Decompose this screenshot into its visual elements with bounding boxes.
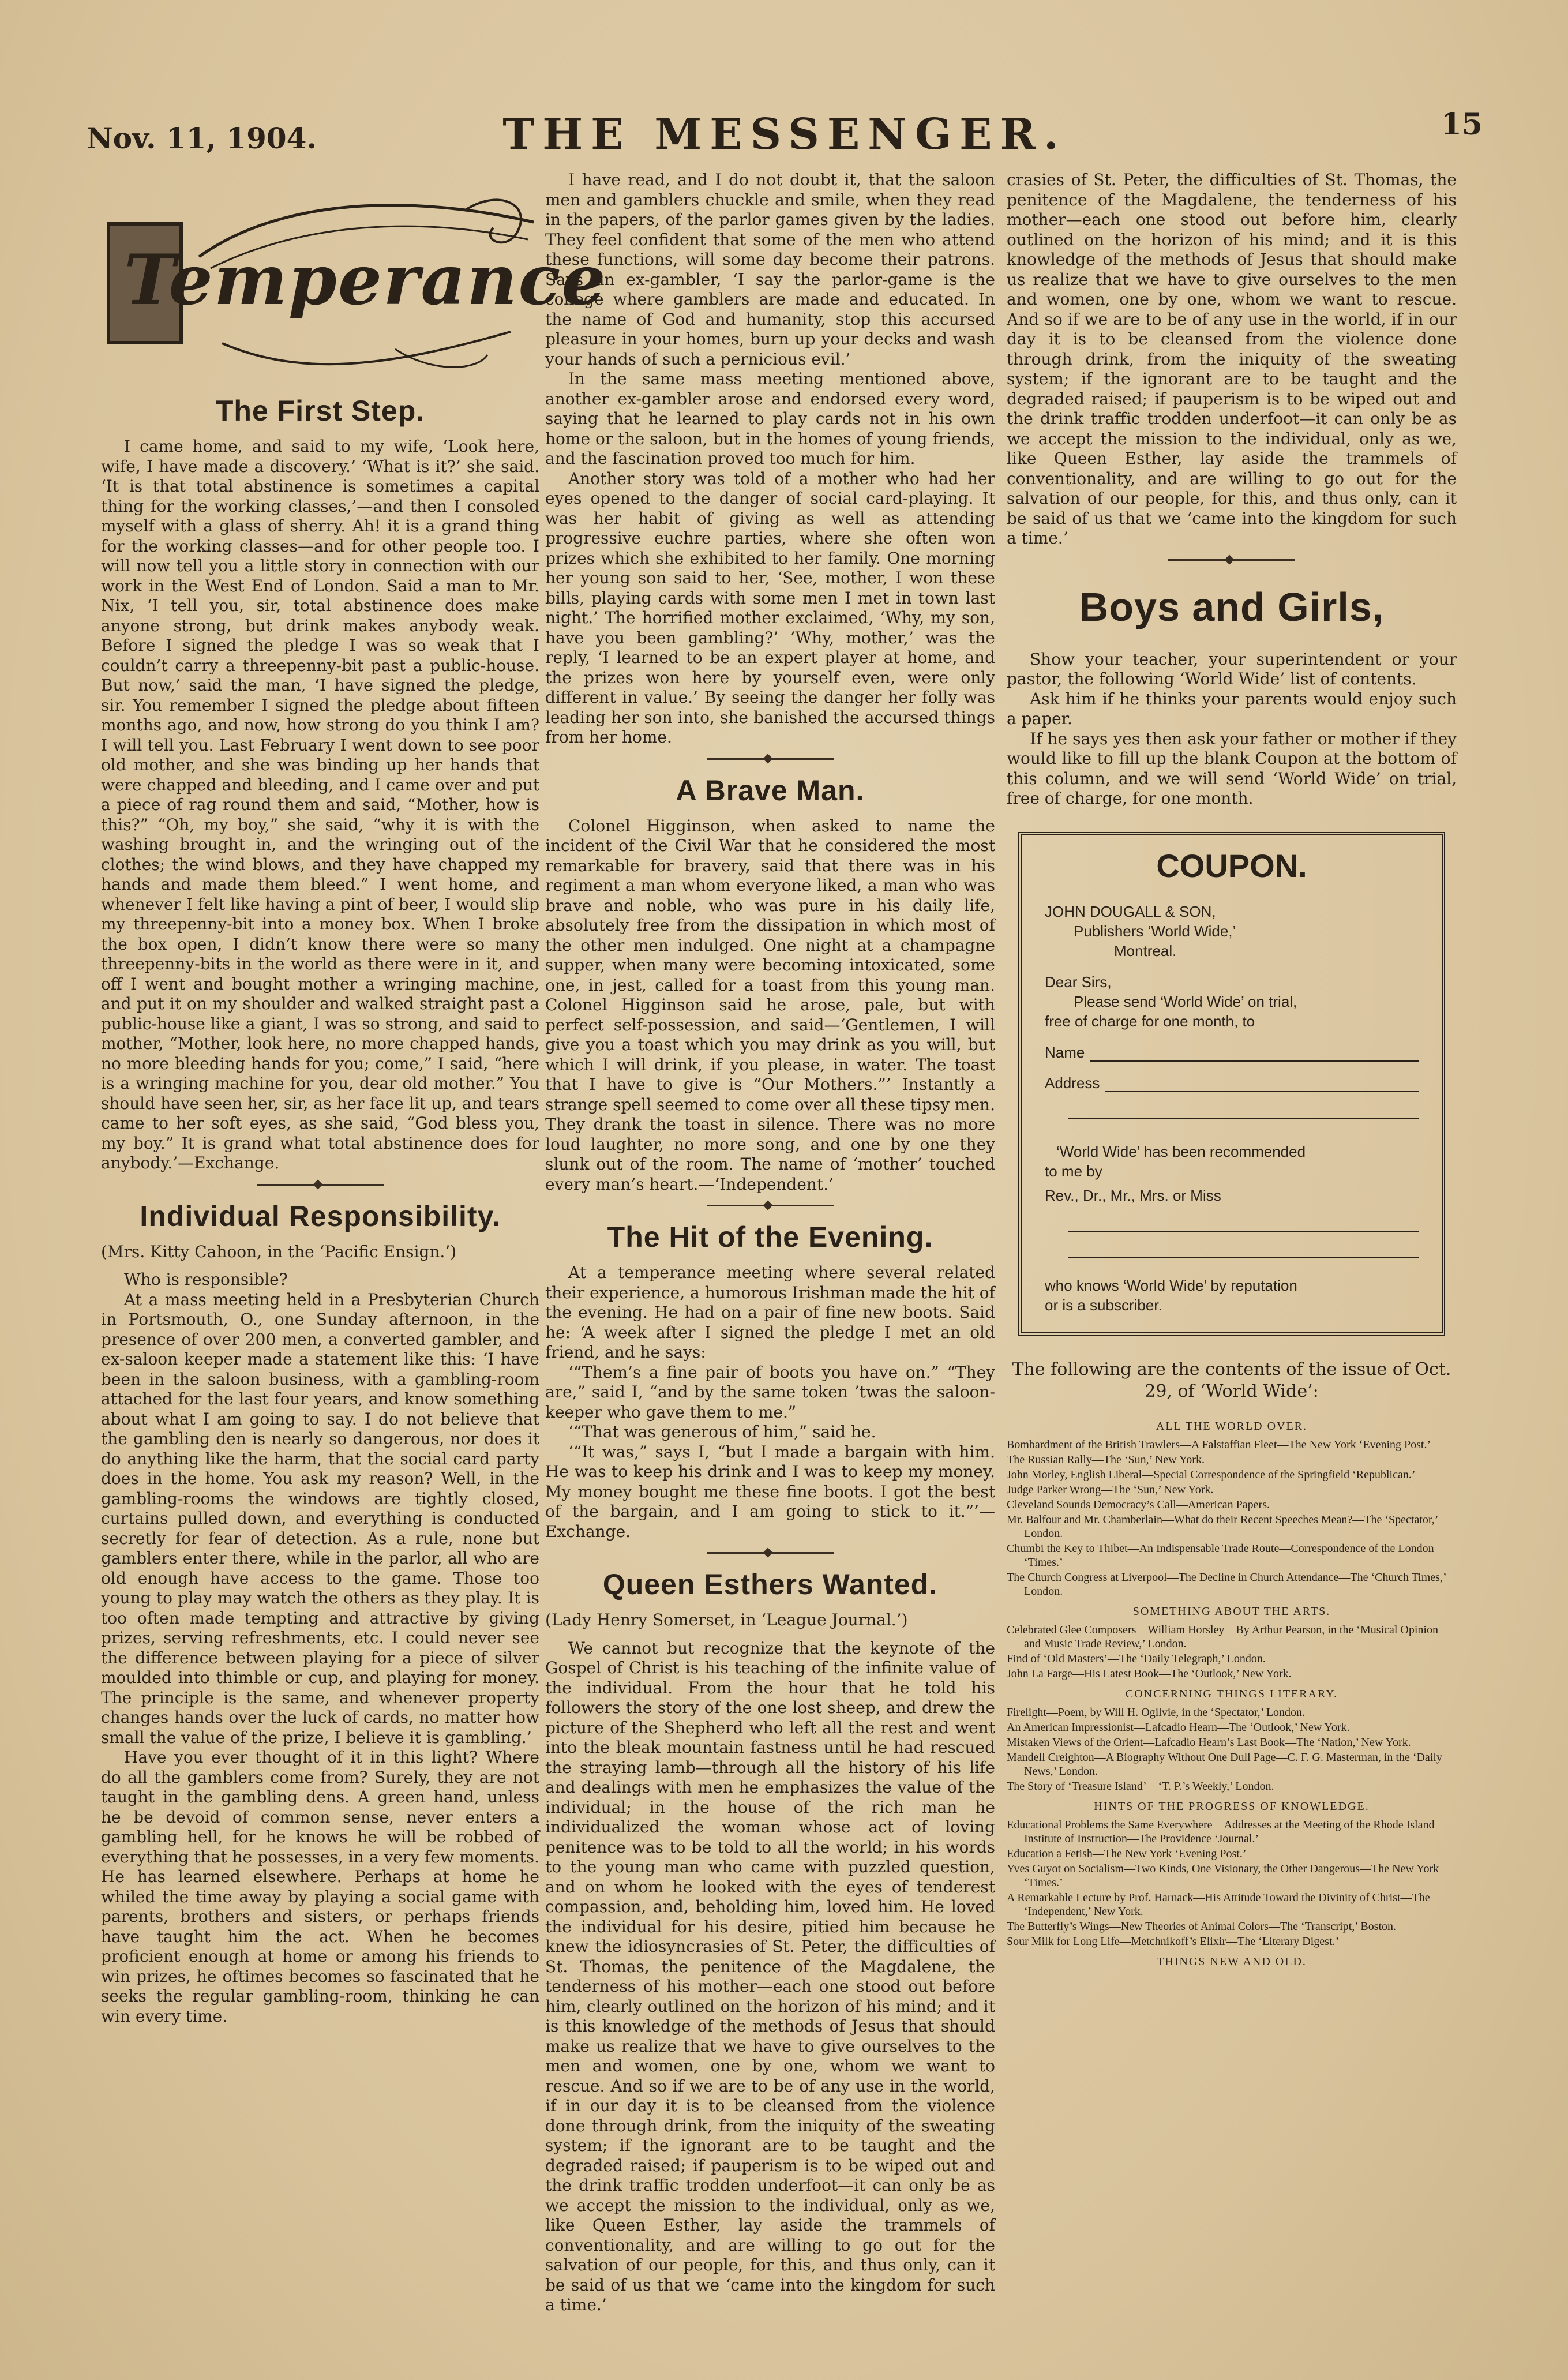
- recommender-line[interactable]: [1068, 1213, 1419, 1232]
- article-heading: Boys and Girls,: [1079, 584, 1385, 629]
- article-heading: The Hit of the Evening.: [607, 1221, 933, 1253]
- contents-item: John La Farge—His Latest Book—The ‘Outlook,’ New York.: [1007, 1667, 1292, 1680]
- article-heading: The First Step.: [215, 395, 425, 427]
- contents-section-heading: THINGS NEW AND OLD.: [1157, 1955, 1307, 1968]
- contents-item: Find of ‘Old Masters’—The ‘Daily Telegraph,’ London.: [1007, 1652, 1266, 1665]
- coupon-publishers: Publishers ‘World Wide,’: [1074, 922, 1236, 940]
- contents-item: Mr. Balfour and Mr. Chamberlain—What do their Recent Speeches Mean?—The ‘Spectator,’ London.: [1007, 1513, 1438, 1540]
- article-heading: Queen Esthers Wanted.: [602, 1568, 938, 1601]
- contents-intro: The following are the contents of the issue of Oct. 29, of ‘World Wide’:: [1012, 1359, 1451, 1401]
- contents-item: Celebrated Glee Composers—William Horsley—By Arthur Pearson, in the ‘Musical Opinion and Music Trade Review,’ London.: [1007, 1623, 1438, 1650]
- coupon-recommended: ‘World Wide’ has been recommended: [1056, 1142, 1306, 1160]
- divider: [1168, 559, 1295, 564]
- coupon-request: Please send ‘World Wide’ on trial,: [1074, 992, 1297, 1010]
- article-paragraph: At a temperance meeting where several related their experience, a humorous Irishman made the hit of the evening. He had on a pair of fine new boots. Said he: ‘A week after I signed the pledge I met an old friend, and he says:: [545, 1263, 995, 1362]
- newspaper-title: THE MESSENGER.: [502, 110, 1067, 159]
- contents-item: The Butterfly’s Wings—New Theories of Animal Colors—The ‘Transcript,’ Boston.: [1007, 1920, 1397, 1933]
- contents-item: The Church Congress at Liverpool—The Decline in Church Attendance—The ‘Church Times,’ London.: [1007, 1571, 1446, 1598]
- address-line[interactable]: [1105, 1076, 1419, 1092]
- coupon-request: free of charge for one month, to: [1045, 1012, 1255, 1030]
- coupon-form: [1018, 832, 1445, 1336]
- issue-date: Nov. 11, 1904.: [87, 121, 317, 155]
- recommender-line[interactable]: [1068, 1240, 1419, 1258]
- article-paragraph: Have you ever thought of it in this light? Where do all the gamblers come from? Surely, they are not taught in the gambling dens. A green hand, unless he be devoid of common sense, never enters a gambling hell, for he knows he will be robbed of everything that he possesses, in a very few moments. He has learned elsewhere. Perhaps at home he whiled the time away by playing a social game with parents, brothers and sisters, or perhaps friends have taught him the act. When he becomes proficient enough at home or among his friends to win prizes, he oftimes becomes so fascinated that he seeks the regular gambling-room, thinking he can win every time.: [101, 1748, 539, 2026]
- coupon-addressee: JOHN DOUGALL & SON,: [1045, 902, 1216, 920]
- masthead: [87, 98, 1483, 162]
- page-number: 15: [1441, 107, 1483, 142]
- article-paragraph: Ask him if he thinks your parents would enjoy such a paper.: [1007, 689, 1457, 728]
- contents-section-heading: CONCERNING THINGS LITERARY.: [1125, 1687, 1338, 1700]
- column-2: [545, 170, 995, 2314]
- article-heading: A Brave Man.: [676, 774, 865, 807]
- contents-item: Chumbi the Key to Thibet—An Indispensable Trade Route—Correspondence of the London ‘Times.’: [1007, 1542, 1434, 1569]
- address-label: Address: [1045, 1074, 1100, 1092]
- coupon-footer: or is a subscriber.: [1045, 1296, 1162, 1314]
- contents-item: Mandell Creighton—A Biography Without One Dull Page—C. F. G. Masterman, in the ‘Daily News,’ London.: [1007, 1751, 1442, 1778]
- divider: [707, 1552, 834, 1557]
- contents-item: Firelight—Poem, by Will H. Ogilvie, in the ‘Spectator,’ London.: [1007, 1706, 1306, 1719]
- article-paragraph: Who is responsible?: [124, 1270, 288, 1289]
- contents-item: Bombardment of the British Trawlers—A Falstaffian Fleet—The New York ‘Evening Post.’: [1007, 1438, 1431, 1451]
- article-paragraph: At a mass meeting held in a Presbyterian Church in Portsmouth, O., one Sunday afternoon, in the presence of over 200 men, a converted gambler, and ex-saloon keeper made a statement like this: ‘I have been in the saloon business, with a gambling-room attached for the last four years, and know something about what I am going to say. I do not believe that the gambling den is nearly so dangerous, nor does it do anything like the harm, that the social card party does in the home. You ask my reason? Well, in the gambling-rooms the windows are tightly closed, curtains pulled down, and everything is conducted secretly for fear of detection. As a rule, none but gamblers enter there, while in the parlor, all who are old enough have access to the game. Those too young to play may watch the others as they play. It is too often made tempting and attractive by giving prizes, serving refreshments, etc. I could never see the difference between playing for a piece of silver moulded into thimble or cup, and playing for money. The principle is the same, and whenever property changes hands over the luck of cards, no matter how small the value of the prize, I believe it is gambling.’: [101, 1290, 539, 1747]
- article-paragraph: ‘“That was generous of him,” said he.: [568, 1422, 876, 1441]
- contents-item: An American Impressionist—Lafcadio Hearn—The ‘Outlook,’ New York.: [1007, 1721, 1350, 1734]
- coupon-recommended: to me by: [1045, 1162, 1102, 1180]
- article-paragraph: ‘“Them’s a fine pair of boots you have on.” “They are,” said I, “and by the same token ’twas the saloon-keeper who gave them to me.”: [545, 1362, 995, 1422]
- column-1: [101, 170, 607, 2026]
- article-paragraph: Colonel Higginson, when asked to name the incident of the Civil War that he considered the most remarkable for bravery, said that there was in his regiment a man whom everyone liked, a man who was brave and noble, who was pure in his daily life, absolutely free from the dissipation in which most of the other men indulged. One night at a champagne supper, when many were becoming intoxicated, some one, in jest, called for a toast from this young man. Colonel Higginson said he arose, pale, but with perfect self-possession, and said—‘Gentlemen, I will give you a toast which you may drink as you will, but which I will drink, if you please, in water. The toast that I have to give is “Our Mothers.”’ Instantly a strange spell seemed to come over all these tipsy men. They drank the toast in silence. There was no more loud laughter, no more song, and one by one they slunk out of the room. The name of ‘mother’ touched every man’s heart.—‘Independent.’: [545, 816, 995, 1194]
- article-continuation: crasies of St. Peter, the difficulties of St. Thomas, the penitence of the Magdalene, the tenderness of his mother—each one stood out before him, clearly outlined on the horizon of his mind; and it is this knowledge of the methods of Jesus that should make us realize that we have to give ourselves to the men and women, one by one, whom we want to rescue. And so if we are to be of any use in the world, if in our day it is to be cleansed from the violence done through drink, from the iniquity of the sweating system; if the ignorant are to be taught and the degraded raised; if pauperism is to be wiped out and the drink traffic trodden underfoot—it can only be as we accept the mission to the individual, only as we, like Queen Esther, lay aside the trammels of conventionality, and are willing to go out for the salvation of our people, for this, and thus only, can it be said of us that we ‘came into the kingdom for such a time.’: [1007, 170, 1457, 548]
- coupon-salutation: Dear Sirs,: [1045, 973, 1112, 991]
- contents-item: The Russian Rally—The ‘Sun,’ New York.: [1007, 1453, 1205, 1466]
- article-paragraph: ‘“It was,” says I, “but I made a bargain with him. He was to keep his drink and I was to keep my money. My money bought me these fine boots. I got the best of the bargain, and I am going to stick to it.”’—Exchange.: [545, 1442, 995, 1541]
- article-heading: Individual Responsibility.: [140, 1200, 501, 1232]
- coupon-title: COUPON.: [1156, 847, 1307, 884]
- contents-item: Mistaken Views of the Orient—Lafcadio Hearn’s Last Book—The ‘Nation,’ New York.: [1007, 1736, 1411, 1749]
- coupon-footer: who knows ‘World Wide’ by reputation: [1045, 1276, 1297, 1294]
- contents-item: Educational Problems the Same Everywhere—Addresses at the Meeting of the Rhode Island Institute of Instruction—The Providence ‘Journal.’: [1007, 1818, 1435, 1845]
- divider: [257, 1184, 384, 1189]
- article-byline: (Lady Henry Somerset, in ‘League Journal.’): [545, 1610, 908, 1629]
- contents-section-heading: HINTS OF THE PROGRESS OF KNOWLEDGE.: [1094, 1800, 1370, 1813]
- temperance-banner: [101, 188, 607, 384]
- contents-item: Judge Parker Wrong—The ‘Sun,’ New York.: [1007, 1483, 1214, 1496]
- name-line[interactable]: [1090, 1045, 1419, 1062]
- column-3: [1007, 170, 1457, 1973]
- name-label: Name: [1045, 1043, 1085, 1061]
- contents-item: Yves Guyot on Socialism—Two Kinds, One Visionary, the Other Dangerous—The New York ‘Times.’: [1007, 1862, 1439, 1889]
- article-paragraph: I have read, and I do not doubt it, that the saloon men and gamblers chuckle and smile, when they read in the papers, of the parlor games given by the ladies. They feel confident that some of the men who attend these functions, will some day become their patrons. Says an ex-gambler, ‘I say the parlor-game is the college where gamblers are made and educated. In the name of God and humanity, stop this accursed pleasure in your homes, burn up your decks and wash your hands of such a pernicious evil.’: [545, 170, 995, 369]
- article-paragraph: In the same mass meeting mentioned above, another ex-gambler arose and endorsed every word, saying that he learned to play cards not in his own home or the saloon, but in the homes of young friends, and the fascination proved too much for him.: [545, 369, 995, 468]
- contents-item: John Morley, English Liberal—Special Correspondence of the Springfield ‘Republican.’: [1007, 1468, 1416, 1481]
- coupon-title-options: Rev., Dr., Mr., Mrs. or Miss: [1045, 1186, 1221, 1204]
- banner-title: Temperance: [124, 239, 607, 321]
- article-paragraph: Show your teacher, your superintendent or your pastor, the following ‘World Wide’ list of contents.: [1007, 649, 1457, 688]
- contents-item: The Story of ‘Treasure Island’—‘T. P.’s Weekly,’ London.: [1007, 1779, 1274, 1793]
- contents-item: Cleveland Sounds Democracy’s Call—American Papers.: [1007, 1498, 1270, 1511]
- contents-item: A Remarkable Lecture by Prof. Harnack—His Attitude Toward the Divinity of Christ—The ‘Independent,’ New York.: [1007, 1891, 1430, 1918]
- divider: [707, 758, 834, 763]
- contents-section-heading: SOMETHING ABOUT THE ARTS.: [1132, 1605, 1331, 1618]
- contents-item: Sour Milk for Long Life—Metchnikoff’s Elixir—The ‘Literary Digest.’: [1007, 1935, 1340, 1948]
- contents-list: [1007, 1420, 1457, 1969]
- contents-section-heading: ALL THE WORLD OVER.: [1156, 1419, 1308, 1433]
- address-field[interactable]: [1045, 1074, 1419, 1092]
- article-byline: (Mrs. Kitty Cahoon, in the ‘Pacific Ensign.’): [101, 1242, 457, 1261]
- article-paragraph: We cannot but recognize that the keynote of the Gospel of Christ is his teaching of the infinite value of the individual. From the hour that he told his followers the story of the one lost sheep, and drew the picture of the Shepherd who left all the rest and went into the bleak mountain fastness until he had rescued the straying lamb—through all the history of his life and dealings with men he emphasizes the value of the individual; in the house of the rich man he individualized the woman whose act of loving penitence was to be told to all the world; in his words to the young man who came with puzzled question, and on whom he looked with the eyes of tenderest compassion, and, beholding him, loved him. He loved the individual for his desire, pitied him because he knew the idiosyncrasies of St. Peter, the difficulties of St. Thomas, the penitence of the Magdalene, the tenderness of his mother—each one stood out before him, clearly outlined on the horizon of his mind; and it is this knowledge of the methods of Jesus that should make us realize that we have to give ourselves to the men and women, one by one, whom we want to rescue. And so if we are to be of any use in the world, if in our day it is to be cleansed from the violence done through drink, from the iniquity of the sweating system; if the ignorant are to be taught and the degraded raised; if pauperism is to be wiped out and the drink traffic trodden underfoot—it can only be as we accept the mission to the individual, only as we, like Queen Esther, lay aside the trammels of conventionality, and are willing to go out for the salvation of our people, for this, and thus only, can it be said of us that we ‘came into the kingdom for such a time.’: [545, 1638, 995, 2314]
- article-paragraph: Another story was told of a mother who had her eyes opened to the danger of social card-playing. It was her habit of giving as well as attending progressive euchre parties, where she often won prizes which she exhibited to her family. One morning her young son said to her, ‘See, mother, I won these bills, playing cards with some men I met in town last night.’ The horrified mother exclaimed, ‘Why, my son, have you been gambling?’ ‘Why, mother,’ was the reply, ‘I learned to be an expert player at home, and the prizes won here by yourself even, were only different in value.’ By seeing the danger her folly was leading her son into, she banished the accursed things from her home.: [545, 468, 995, 747]
- article-paragraph: If he says yes then ask your father or mother if they would like to fill up the blank Coupon at the bottom of this column, and we will send ‘World Wide’ on trial, free of charge, for one month.: [1007, 729, 1457, 808]
- name-field[interactable]: [1045, 1044, 1419, 1062]
- coupon-city: Montreal.: [1114, 942, 1177, 960]
- article-paragraph: I came home, and said to my wife, ‘Look here, wife, I have made a discovery.’ ‘What is it?’ she said. ‘It is that total abstinence is sometimes a capital thing for the working classes,’—and then I consoled myself with a glass of sherry. Ah! it is a grand thing for the working classes—and for other people too. I will now tell you a little story in connection with our work in the West End of London. Said a man to Mr. Nix, ‘I tell you, sir, total abstinence does make anyone strong, but drink makes anybody weak. Before I signed the pledge I was so weak that I couldn’t carry a threepenny-bit past a public-house. But now,’ said the man, ‘I have signed the pledge, sir. You remember I signed the pledge about fifteen months ago, and now, how strong do you think I am? I will tell you. Last February I went down to see poor old mother, and she was binding up her hands that were chapped and bleeding, and I came over and put a piece of rag round them and said, “Mother, how is this?” “Oh, my boy,” she said, “why it is with the washing brought in, and the wringing out of the clothes; the wind blows, and they have chapped my hands and made them bleed.” I went home, and whenever I felt like having a pint of beer, I would slip my threepenny-bit into a money box. When I broke the box open, I didn’t know there were so many threepenny-bits in the world as there were in it, and off I went and bought mother a wringing machine, and put it on my shoulder and walked straight past a public-house like a giant, I was so strong, and said to mother, “Mother, look here, no more chapped hands, no more bleeding hands for you; come,” I said, “here is a wringing machine for you, dear old mother.” You should have seen her, sir, as her face lit up, and tears came to her soft eyes, as she said, “God bless you, my boy.” It is grand what total abstinence does for anybody.’—Exchange.: [101, 437, 539, 1172]
- contents-item: Education a Fetish—The New York ‘Evening Post.’: [1007, 1847, 1247, 1860]
- divider: [707, 1205, 834, 1210]
- address-line-2[interactable]: [1068, 1100, 1419, 1119]
